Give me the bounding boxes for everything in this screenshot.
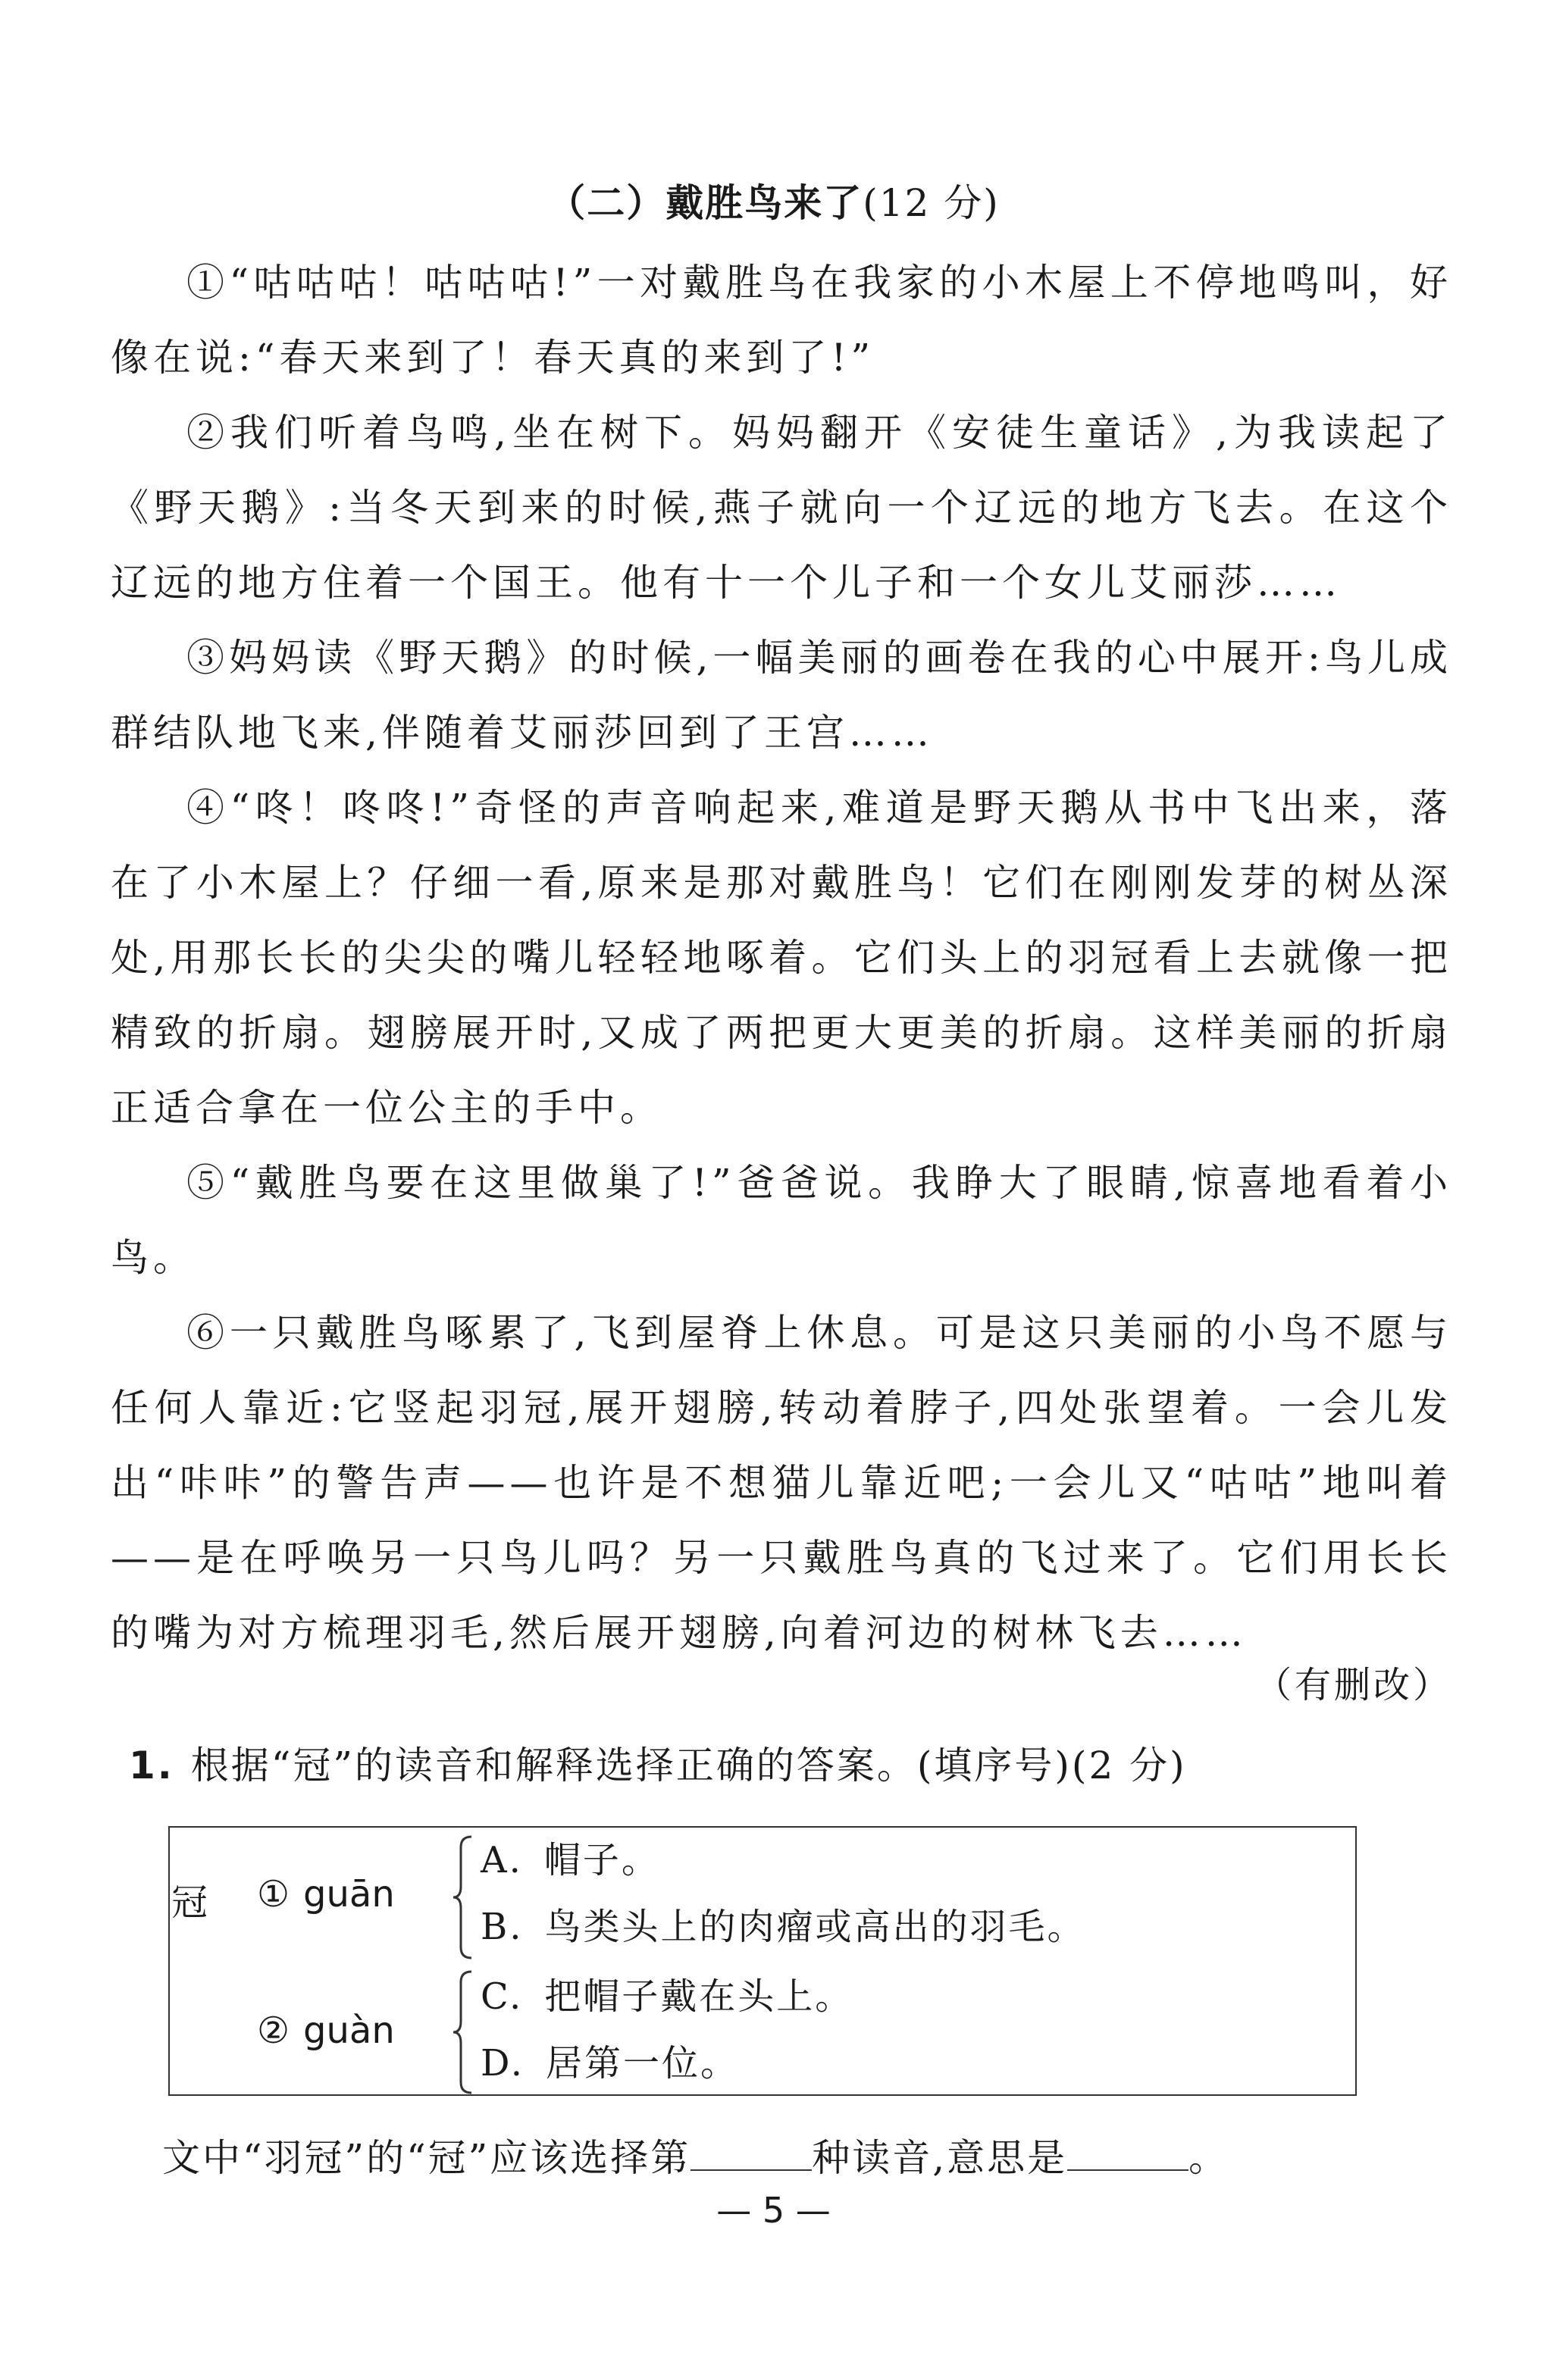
answer-box (168, 1826, 1357, 2096)
reading-1 (257, 1873, 395, 1916)
option-b-text: 鸟类头上的肉瘤或高出的羽毛。 (544, 1906, 1086, 1948)
option-a (481, 1831, 660, 1883)
paragraph-1: ①“咕咕咕！咕咕咕!”一对戴胜鸟在我家的小木屋上不停地鸣叫，好像在说:“春天来到了！春天真的来到了!” (111, 261, 1452, 380)
answer-blank-1[interactable] (691, 2136, 812, 2171)
option-c-letter: C. (481, 1975, 524, 2018)
reading-1-mark: ① (257, 1873, 290, 1916)
reading-1-pinyin: guān (303, 1873, 395, 1916)
section-title (0, 173, 1547, 227)
option-b-letter: B. (481, 1906, 524, 1948)
reading-passage (111, 246, 1452, 1671)
source-note: （有删改） (1254, 1664, 1452, 1706)
paragraph-4: ④“咚！咚咚!”奇怪的声音响起来,难道是野天鹅从书中飞出来，落在了小木屋上？仔细一看,原来是那对戴胜鸟！它们在刚刚发芽的树丛深处,用那长长的尖尖的嘴儿轻轻地啄着。它们头上的羽冠看上去就像一把精致的折扇。翅膀展开时,又成了两把更大更美的折扇。这样美丽的折扇正适合拿在一位公主的手中。 (111, 786, 1452, 1130)
paragraph-2: ②我们听着鸟鸣,坐在树下。妈妈翻开《安徒生童话》,为我读起了《野天鹅》:当冬天到来的时候,燕子就向一个辽远的地方飞去。在这个辽远的地方住着一个国王。他有十一个儿子和一个女儿艾丽莎…… (111, 411, 1452, 605)
target-character: 冠 (171, 1881, 208, 1924)
option-d (481, 2034, 739, 2086)
answer-blank-2[interactable] (1067, 2136, 1188, 2171)
brace-2 (452, 1969, 474, 2099)
fill-in-part-1: 文中“羽冠”的“冠”应该选择第 (162, 2136, 691, 2180)
option-a-text: 帽子。 (543, 1839, 660, 1881)
option-d-text: 居第一位。 (546, 2042, 740, 2084)
question-number: 1. (129, 1744, 174, 1787)
option-c (481, 1967, 853, 2019)
question-text: 根据“冠”的读音和解释选择正确的答案。(填序号)(2 分) (190, 1744, 1187, 1787)
paragraph-3: ③妈妈读《野天鹅》的时候,一幅美丽的画卷在我的心中展开:鸟儿成群结队地飞来,伴随着艾丽莎回到了王宫…… (111, 636, 1452, 755)
reading-2 (257, 2009, 395, 2052)
paragraph-5: ⑤“戴胜鸟要在这里做巢了!”爸爸说。我睁大了眼睛,惊喜地看着小鸟。 (111, 1161, 1452, 1280)
question-1 (129, 1735, 1187, 1790)
option-c-text: 把帽子戴在头上。 (544, 1975, 854, 2018)
option-d-letter: D. (481, 2042, 525, 2084)
option-a-letter: A. (481, 1839, 523, 1881)
brace-1 (452, 1834, 474, 1964)
option-b (481, 1897, 1086, 1950)
reading-2-mark: ② (257, 2009, 290, 2052)
fill-in-part-3: 。 (1188, 2136, 1229, 2180)
section-title-text: （二）戴胜鸟来了 (547, 181, 863, 225)
fill-in-sentence (162, 2128, 1229, 2182)
reading-2-pinyin: guàn (303, 2009, 395, 2052)
page-number: — 5 — (716, 2190, 831, 2231)
paragraph-6: ⑥一只戴胜鸟啄累了,飞到屋脊上休息。可是这只美丽的小鸟不愿与任何人靠近:它竖起羽冠,展开翅膀,转动着脖子,四处张望着。一会儿发出“咔咔”的警告声——也许是不想猫儿靠近吧;一会儿又“咕咕”地叫着——是在呼唤另一只鸟儿吗？另一只戴胜鸟真的飞过来了。它们用长长的嘴为对方梳理羽毛,然后展开翅膀,向着河边的树林飞去…… (111, 1311, 1452, 1655)
fill-in-part-2: 种读音,意思是 (812, 2136, 1068, 2180)
section-score: (12 分) (863, 181, 1000, 225)
